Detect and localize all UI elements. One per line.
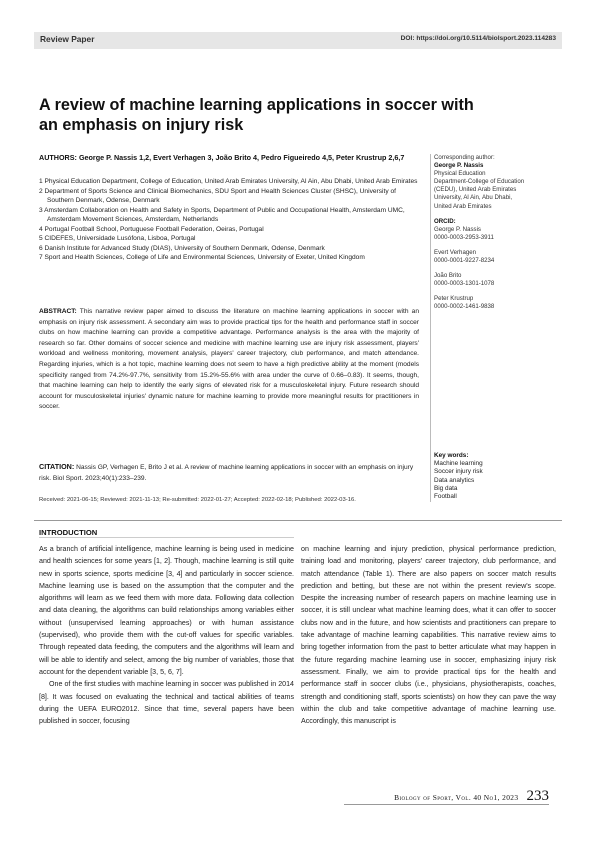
corresponding-author-block	[434, 154, 562, 211]
keyword-item: Soccer injury risk	[434, 468, 483, 476]
keywords-label: Key words:	[434, 452, 469, 459]
affiliation-item: 3 Amsterdam Collaboration on Health and Safety in Sports, Department of Public and Occupational Health, Amsterdam UMC, Amsterdam Movement Sciences, Amsterdam, Netherlands	[39, 206, 405, 223]
corresponding-line: Physical Education	[434, 170, 486, 178]
citation	[39, 462, 419, 484]
affiliations-list	[39, 177, 419, 263]
orcid-label: ORCID:	[434, 217, 456, 225]
publication-dates: Received: 2021-06-15; Reviewed: 2021-11-13; Re-submitted: 2022-01-27; Accepted: 2022-02-18; Published: 2022-03-16.	[39, 497, 356, 503]
keyword-item: Football	[434, 493, 457, 501]
corresponding-line: (CEDU), United Arab Emirates	[434, 186, 517, 194]
corresponding-name: George P. Nassis	[434, 162, 484, 170]
doi-link[interactable]: DOI: https://doi.org/10.5114/biolsport.2023.114283	[400, 35, 556, 42]
orcid-id[interactable]: 0000-0001-9227-8234	[434, 257, 495, 265]
orcid-block	[434, 218, 562, 242]
introduction-heading: INTRODUCTION	[39, 528, 98, 537]
authors-text: George P. Nassis 1,2, Evert Verhagen 3, João Brito 4, Pedro Figueiredo 4,5, Peter Krustrup 2,6,7	[78, 153, 405, 162]
intro-column-right	[301, 543, 556, 727]
corresponding-line: University, Al Ain, Abu Dhabi,	[434, 194, 513, 202]
corresponding-label: Corresponding author:	[434, 154, 495, 161]
footer-rule	[344, 804, 549, 805]
abstract-label: ABSTRACT:	[39, 308, 77, 315]
page-number: 233	[526, 788, 549, 804]
orcid-name: Peter Krustrup	[434, 295, 474, 303]
section-divider	[34, 520, 562, 521]
paper-title: A review of machine learning applications in soccer with an emphasis on injury risk	[39, 96, 474, 134]
orcid-entry	[434, 295, 562, 311]
intro-column-left	[39, 543, 294, 727]
paragraph: One of the first studies with machine learning in soccer was published in 2014 [8]. It was focused on evaluating the technical and tactical abilities of teams during the UEFA EURO2012. Since that time, several papers have been published in soccer, focusing	[39, 680, 294, 726]
orcid-name: João Brito	[434, 272, 462, 280]
affiliation-item: 4 Portugal Football School, Portuguese Football Federation, Oeiras, Portugal	[39, 225, 264, 233]
affiliation-item: 6 Danish Institute for Advanced Study (DIAS), University of Southern Denmark, Odense, Denmark	[39, 244, 325, 252]
orcid-entry	[434, 272, 562, 288]
sidebar-divider	[430, 154, 431, 502]
orcid-name: Evert Verhagen	[434, 248, 477, 256]
citation-label: CITATION:	[39, 462, 75, 471]
page-footer	[344, 787, 549, 805]
affiliation-item: 1 Physical Education Department, College of Education, United Arab Emirates University, Al Ain, Abu Dhabi, United Arab Emirates	[39, 178, 418, 185]
top-header-bar	[34, 32, 562, 49]
heading-underline	[39, 537, 294, 538]
sidebar-info	[434, 154, 562, 319]
affiliation-item: 7 Sport and Health Sciences, College of Life and Environmental Sciences, University of Exeter, United Kingdom	[39, 254, 365, 261]
keyword-item: Big data	[434, 484, 458, 492]
corresponding-line: United Arab Emirates	[434, 202, 492, 210]
orcid-id[interactable]: 0000-0003-1301-1078	[434, 280, 495, 288]
affiliation-item: 2 Department of Sports Science and Clinical Biomechanics, SDU Sport and Health Sciences Cluster (SHSC), University of Southern Denmark, Odense, Denmark	[39, 187, 396, 204]
paragraph: As a branch of artificial intelligence, machine learning is being used in medicine and health sciences for some years [1, 2]. Though, machine learning is still quite new in sports science, sports medicine [3, 4] and particularly in soccer science. Machine learning use is based on the assumption that the computer and the algorithms will learn as we feed them with more data. Following data collection and data cleaning, the algorithms can build relationships among variables either without (unsupervised learning approaches) or with human assistance (supervised), who provide them with the cut-off values for specific variables. Through repeated data feeding, the computers and the algorithms will learn and will be able to identify and select, among the big number of variables, those that account for the dependent variable [3, 5, 6, 7].	[39, 545, 294, 676]
abstract	[39, 307, 419, 413]
orcid-id[interactable]: 0000-0002-1461-9838	[434, 303, 495, 311]
authors-line	[39, 153, 434, 163]
keywords-block	[434, 452, 562, 501]
journal-name: Biology of Sport, Vol. 40 No1, 2023	[394, 793, 519, 802]
section-label: Review Paper	[40, 34, 95, 44]
orcid-id[interactable]: 0000-0003-2953-3911	[434, 233, 494, 241]
citation-text: Nassis GP, Verhagen E, Brito J et al. A review of machine learning applications in soccer with an emphasis on injury risk. Biol Sport. 2023;40(1):233–239.	[39, 464, 414, 482]
paragraph: on machine learning and injury prediction, physical performance prediction, training load and monitoring, players' career trajectory, club performance, and match attendance (Table 1). There are also papers on soccer match results prediction and betting, but these are not within the present review's scope. Despite the increasing number of research papers on machine learning use in soccer, it is still unclear what machine learning does, what it can offer to soccer clubs now and in the future, and how scientists and practitioners can prepare to take advantage of machine learning capabilities. This narrative review aims to bring together information from the past to better articulate what may happen in the future regarding machine learning use in soccer, emphasizing injury risk assessment. Finally, we aim to provide practical tips for the health and performance staff in soccer clubs (i.e., physicians, physiotherapists, coaches, strength and conditioning staff, sports scientists) on how they can pave the way within the club and take competitive advantage of machine learning use. Accordingly, this manuscript is	[301, 545, 556, 726]
orcid-entry	[434, 249, 562, 265]
abstract-text: This narrative review paper aimed to discuss the literature on machine learning applications in soccer with an emphasis on injury risk assessment. A secondary aim was to provide practical tips for the health and performance staff in soccer clubs on how machine learning can provide a competitive advantage. Performance analysis is the area with the majority of research so far. Other domains of soccer science and medicine with machine learning use are injury risk assessment, players' workload and wellness monitoring, movement analysis, players' career trajectory, club performance, and match attendance. Regarding injuries, which is a hot topic, machine learning does not seem to have a high predictive ability at the moment (models specificity ranged from 74.2%-97.7%, sensitivity from 15.2%-55.6% with area under the curve of 0.66–0.83). It seems, though, that machine learning can help to identify the early signs of elevated risk for a musculoskeletal injury. Future research should account for musculoskeletal injuries' dynamic nature for machine learning to provide more meaningful results for practitioners in soccer.	[39, 308, 419, 411]
keyword-item: Machine learning	[434, 460, 483, 468]
authors-label: AUTHORS:	[39, 153, 77, 162]
affiliation-item: 5 CIDEFES, Universidade Lusófona, Lisboa, Portugal	[39, 235, 196, 242]
corresponding-line: Department-College of Education	[434, 178, 525, 186]
orcid-name: George P. Nassis	[434, 225, 481, 233]
keyword-item: Data analytics	[434, 476, 475, 484]
